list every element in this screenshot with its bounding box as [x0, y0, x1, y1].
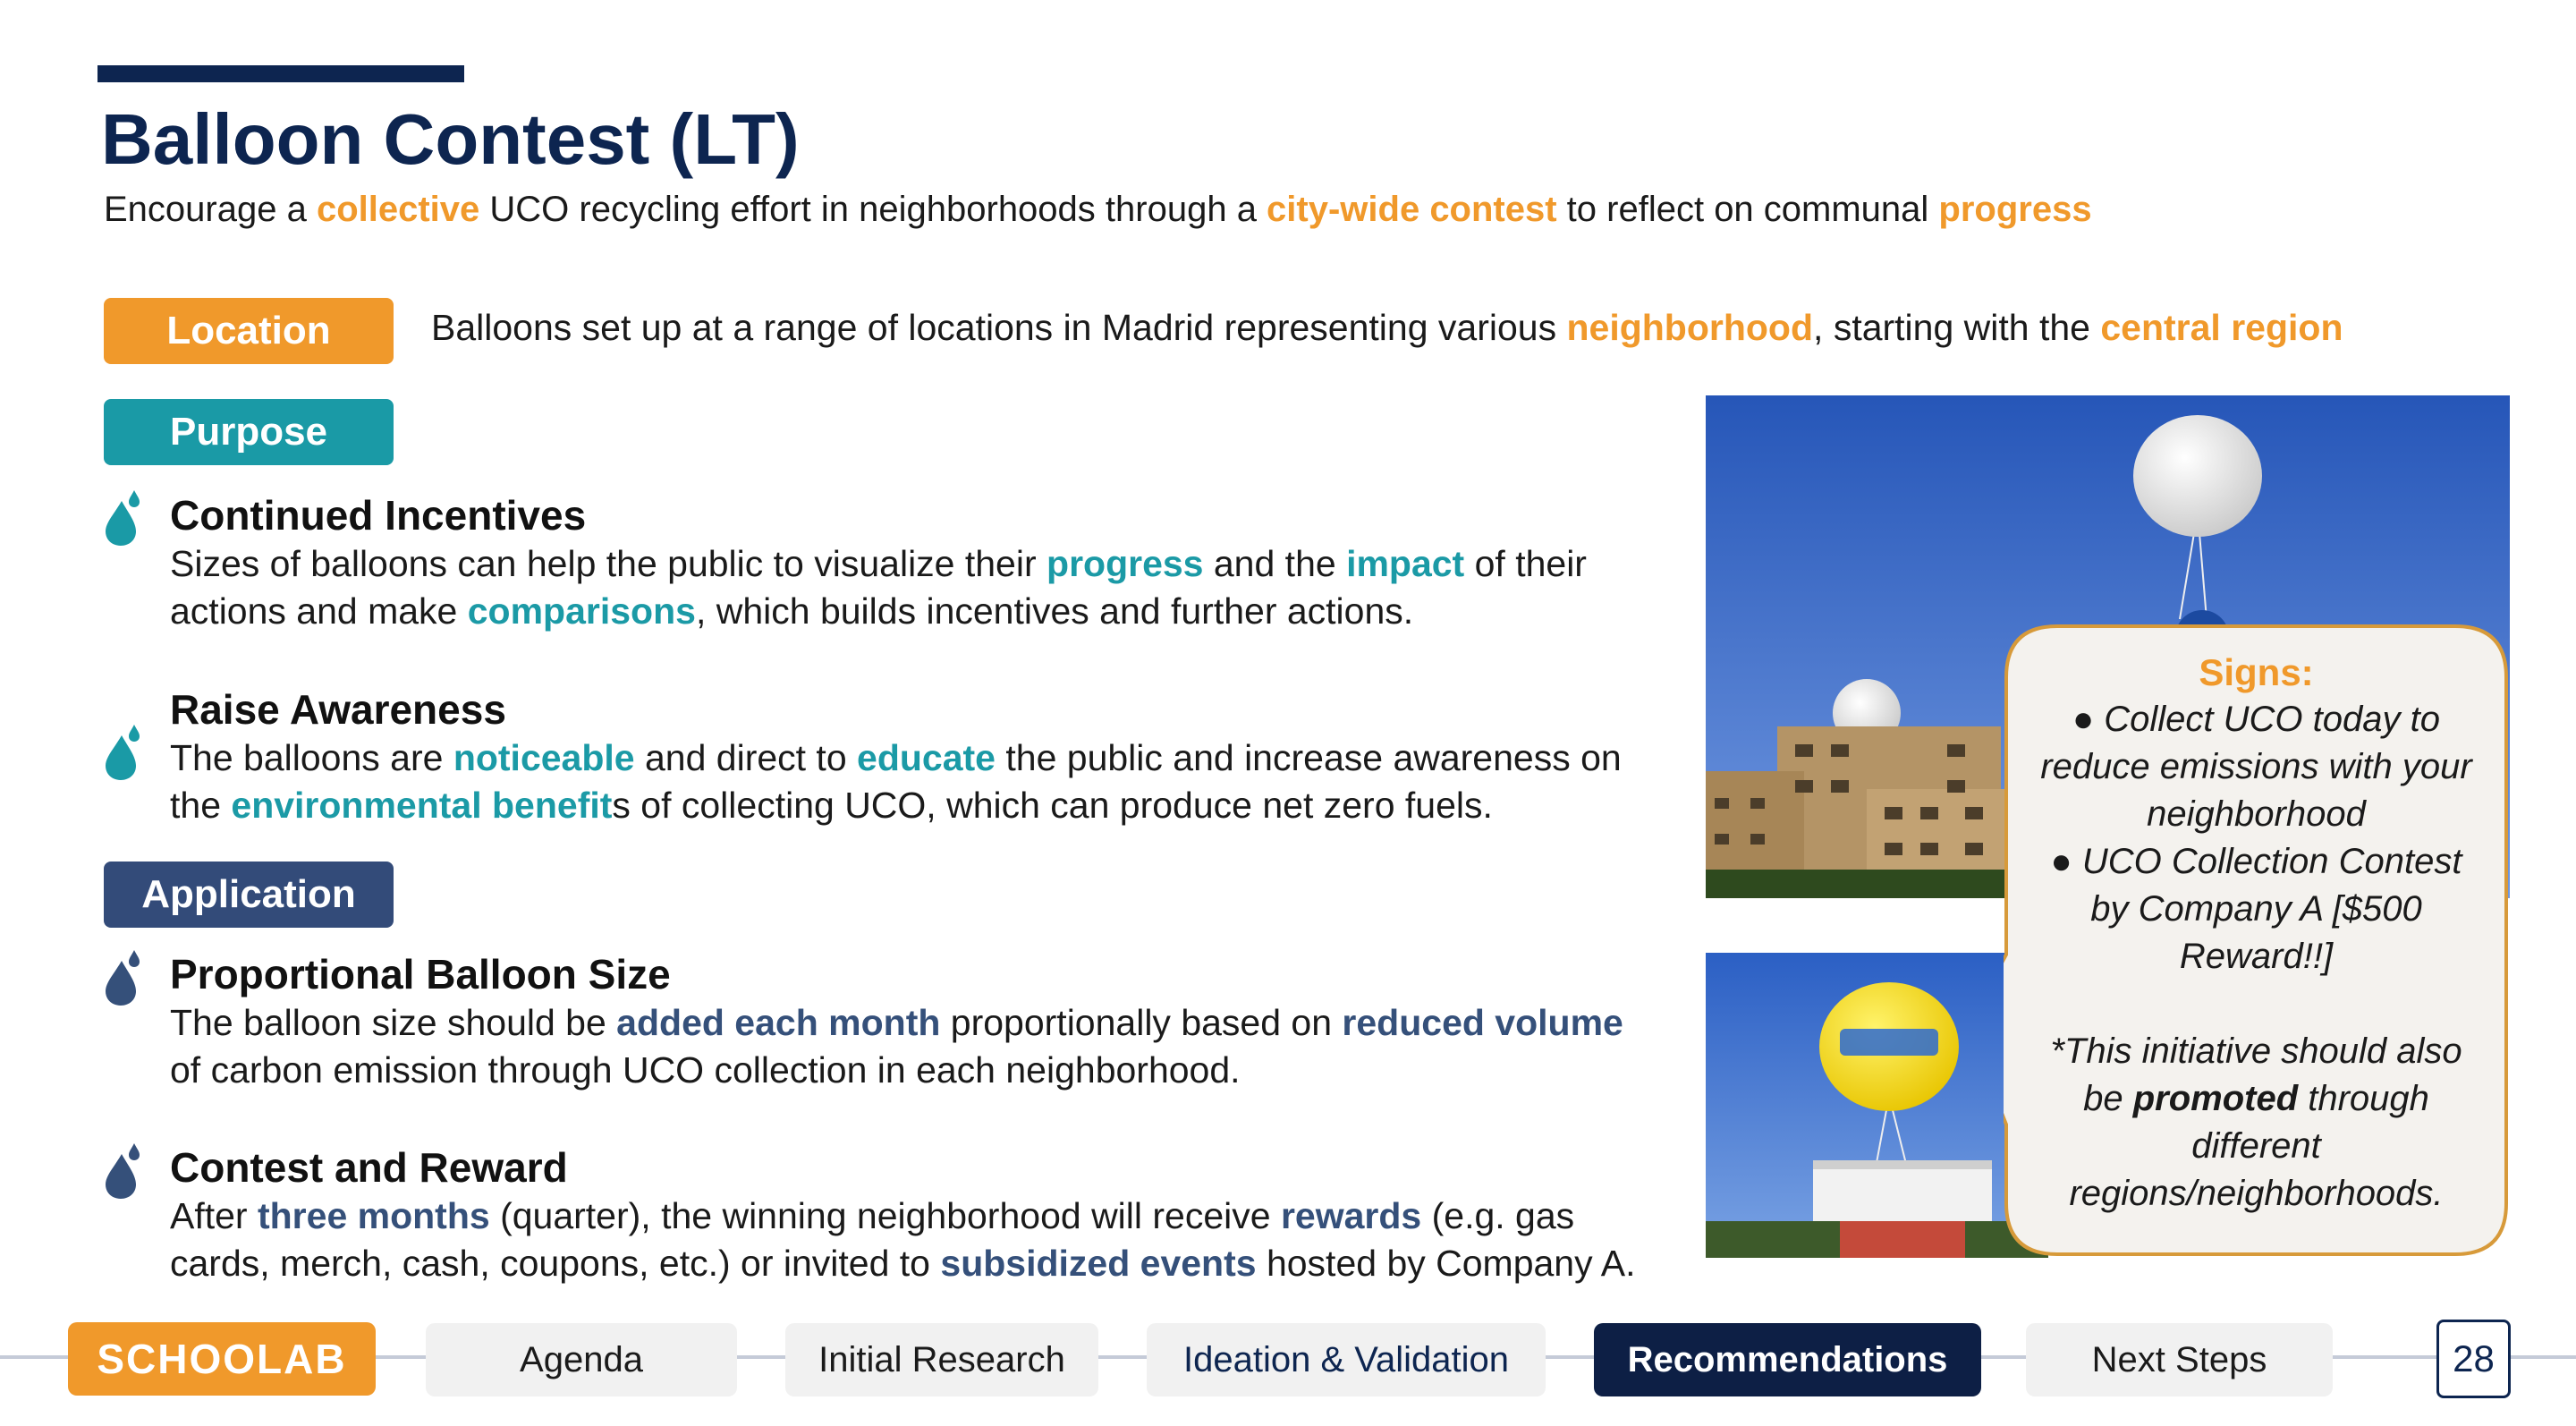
- signs-title: Signs:: [2199, 651, 2314, 693]
- purpose-incentives: [170, 490, 1646, 635]
- signs-bullet-1: ● Collect UCO today to reduce emissions with your neighborhood: [2040, 700, 2472, 834]
- location-tag: Location: [104, 298, 394, 364]
- contest-title: Contest and Reward: [170, 1144, 568, 1191]
- water-drop-icon: [102, 725, 145, 782]
- awareness-title: Raise Awareness: [170, 686, 506, 733]
- signs-note: *This initiative should also be promoted through different regions/neighborhoods.: [2050, 1031, 2462, 1213]
- signs-callout-text: [2030, 649, 2482, 1218]
- purpose-awareness: [170, 684, 1646, 863]
- logo-text: SCHOOLAB: [97, 1336, 347, 1382]
- nav-ideation-validation[interactable]: Ideation & Validation: [1147, 1323, 1546, 1396]
- contest-body: After three months (quarter), the winning neighborhood will receive rewards (e.g. gas cards, merch, cash, coupons, etc.) or invited to subsidized events hosted by Company A.: [170, 1195, 1636, 1284]
- awareness-body: The balloons are noticeable and direct to educate the public and increase awareness on the environmental benefits of collecting UCO, which can produce net zero fuels.: [170, 737, 1622, 826]
- application-contest: [170, 1142, 1655, 1287]
- water-drop-icon: [102, 1143, 145, 1201]
- purpose-tag: Purpose: [104, 399, 394, 465]
- nav-recommendations[interactable]: Recommendations: [1594, 1323, 1981, 1396]
- balloon-photo-yellow: [1706, 953, 2048, 1258]
- schoolab-logo: [68, 1322, 376, 1396]
- water-drop-icon: [102, 950, 145, 1007]
- balloon-size-title: Proportional Balloon Size: [170, 951, 671, 997]
- application-tag: Application: [104, 862, 394, 928]
- incentives-body: Sizes of balloons can help the public to visualize their progress and the impact of their actions and make comparisons, which builds incentives and further actions.: [170, 543, 1587, 632]
- application-balloon-size: [170, 949, 1646, 1094]
- incentives-title: Continued Incentives: [170, 492, 587, 539]
- page-number: 28: [2436, 1320, 2511, 1398]
- water-drop-icon: [102, 490, 145, 547]
- page-title: Balloon Contest (LT): [101, 99, 800, 179]
- nav-next-steps[interactable]: Next Steps: [2026, 1323, 2333, 1396]
- location-description: Balloons set up at a range of locations in Madrid representing various neighborhood, starting with the central region: [431, 307, 2343, 348]
- nav-initial-research[interactable]: Initial Research: [785, 1323, 1098, 1396]
- balloon-size-body: The balloon size should be added each month proportionally based on reduced volume of carbon emission through UCO collection in each neighborhood.: [170, 1002, 1623, 1091]
- title-accent-bar: [97, 65, 464, 82]
- page-subtitle: Encourage a collective UCO recycling effort in neighborhoods through a city-wide contest to reflect on communal progress: [104, 190, 2092, 229]
- signs-bullet-2: ● UCO Collection Contest by Company A [$500 Reward!!]: [2050, 842, 2462, 976]
- nav-agenda[interactable]: Agenda: [426, 1323, 737, 1396]
